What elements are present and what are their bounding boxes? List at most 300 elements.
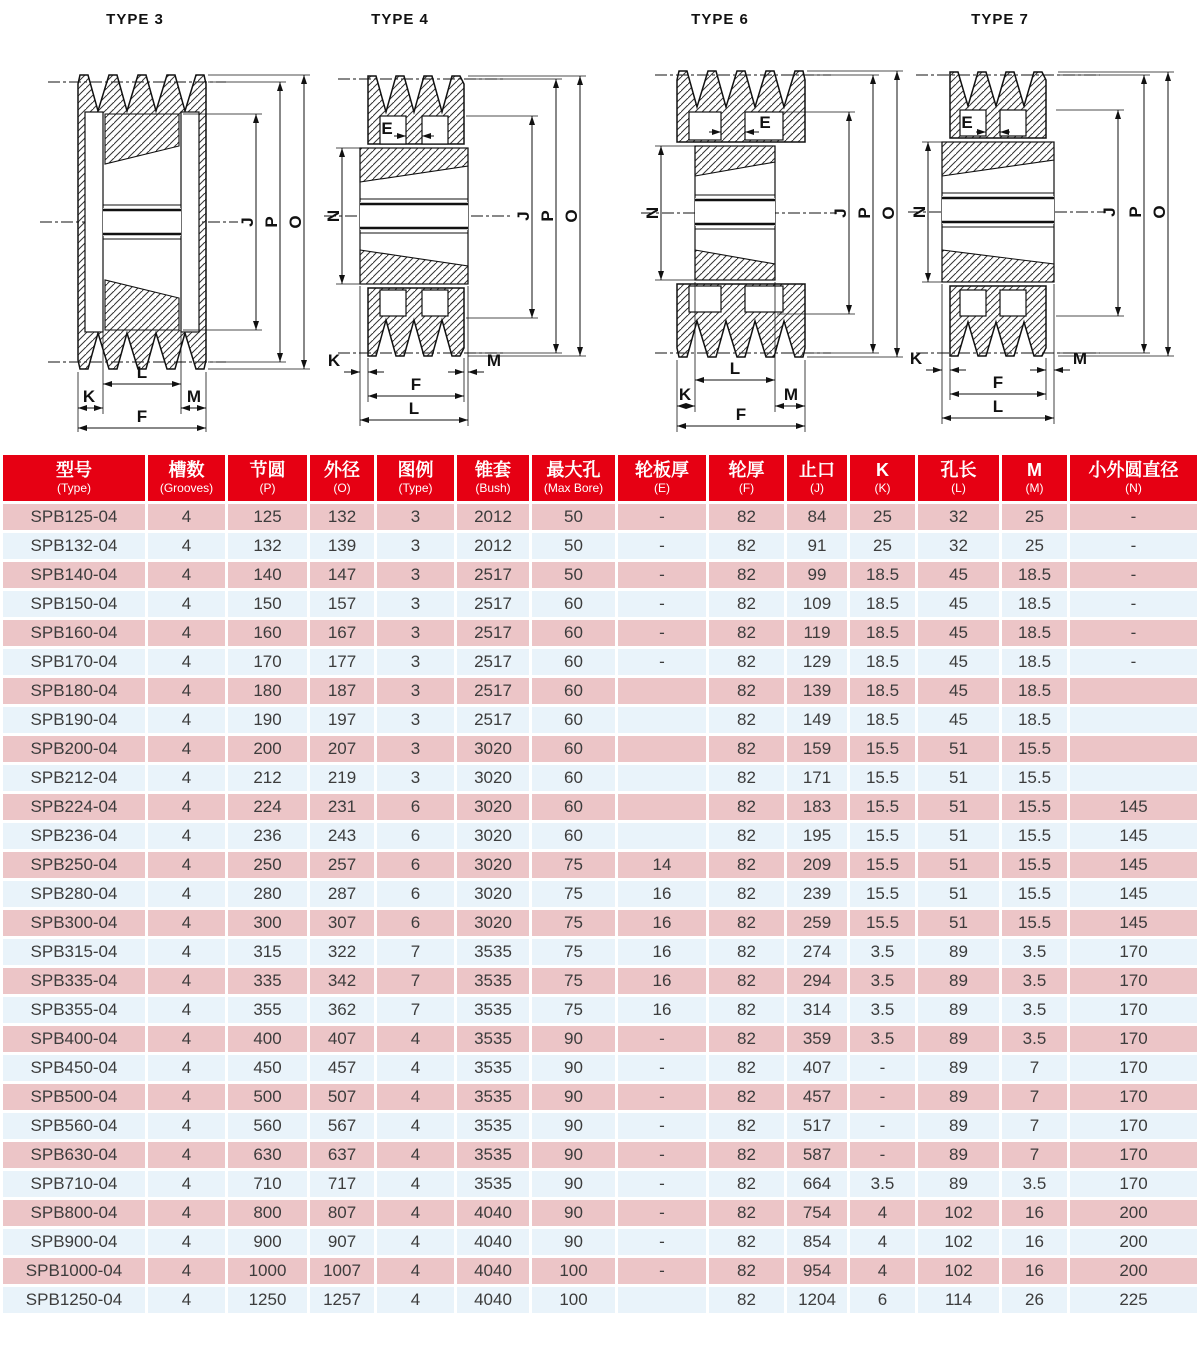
cell-figure: 4 (377, 1287, 454, 1313)
cell-pitch: 1000 (228, 1258, 307, 1284)
cell-maxbore: 50 (532, 504, 615, 530)
cell-grooves: 4 (148, 1258, 225, 1284)
cell-grooves: 4 (148, 1200, 225, 1226)
column-header-label-zh: 型号 (56, 460, 92, 480)
cell-figure: 7 (377, 968, 454, 994)
cell-bush: 3020 (457, 736, 529, 762)
column-header-label-en: (Bush) (475, 481, 511, 495)
cell-e: 16 (618, 997, 706, 1023)
column-header-l (918, 455, 999, 501)
table-row (3, 852, 1197, 878)
table-row (3, 1113, 1197, 1139)
table-row (3, 1026, 1197, 1052)
cell-e: - (618, 533, 706, 559)
cell-f: 82 (709, 852, 784, 878)
cell-pitch: 400 (228, 1026, 307, 1052)
diagram-title-type7: TYPE 7 (971, 11, 1029, 28)
cell-grooves: 4 (148, 1287, 225, 1313)
cell-n: 170 (1070, 1171, 1197, 1197)
rim-window (422, 116, 448, 144)
cell-n: 170 (1070, 968, 1197, 994)
cell-k: 18.5 (850, 649, 915, 675)
cell-f: 82 (709, 1171, 784, 1197)
cell-figure: 4 (377, 1142, 454, 1168)
cell-j: 854 (787, 1229, 847, 1255)
cell-figure: 6 (377, 910, 454, 936)
dim-label-m: M (783, 385, 799, 404)
cell-l: 45 (918, 678, 999, 704)
cell-grooves: 4 (148, 1171, 225, 1197)
cell-m: 15.5 (1002, 852, 1067, 878)
table-row (3, 620, 1197, 646)
cell-f: 82 (709, 968, 784, 994)
cell-e: 16 (618, 910, 706, 936)
cell-m: 16 (1002, 1229, 1067, 1255)
cell-l: 51 (918, 794, 999, 820)
bore (695, 195, 775, 229)
cell-m: 18.5 (1002, 562, 1067, 588)
cell-j: 407 (787, 1055, 847, 1081)
cell-bush: 3020 (457, 765, 529, 791)
cell-m: 18.5 (1002, 649, 1067, 675)
column-header-label-zh: 止口 (799, 460, 835, 480)
cell-pitch: 150 (228, 591, 307, 617)
dim-label-o: O (879, 206, 898, 220)
cell-e: - (618, 1258, 706, 1284)
dim-label-j: J (238, 217, 257, 227)
cell-j: 91 (787, 533, 847, 559)
cell-type: SPB170-04 (3, 649, 145, 675)
bore (360, 199, 468, 233)
dim-label-p: P (262, 216, 281, 228)
cell-pitch: 132 (228, 533, 307, 559)
cell-k: 15.5 (850, 823, 915, 849)
column-header-f (709, 455, 784, 501)
cell-n: - (1070, 620, 1197, 646)
table-row (3, 1287, 1197, 1313)
cell-grooves: 4 (148, 1142, 225, 1168)
cell-maxbore: 60 (532, 678, 615, 704)
cell-od: 207 (310, 736, 374, 762)
cell-od: 157 (310, 591, 374, 617)
cell-n: 145 (1070, 910, 1197, 936)
cell-od: 567 (310, 1113, 374, 1139)
cell-maxbore: 90 (532, 1026, 615, 1052)
cell-n: 170 (1070, 1142, 1197, 1168)
cell-m: 15.5 (1002, 794, 1067, 820)
column-header-n (1070, 455, 1197, 501)
dim-label-n: N (910, 205, 929, 219)
cell-type: SPB236-04 (3, 823, 145, 849)
column-header-m (1002, 455, 1067, 501)
cell-l: 45 (918, 620, 999, 646)
table-row (3, 1200, 1197, 1226)
dim-label-e: E (381, 119, 393, 138)
cell-j: 457 (787, 1084, 847, 1110)
table-row (3, 562, 1197, 588)
column-header-label-en: (L) (951, 481, 966, 495)
cell-k: 3.5 (850, 939, 915, 965)
bore (942, 193, 1054, 227)
column-header-label-en: (F) (738, 481, 755, 495)
cell-pitch: 250 (228, 852, 307, 878)
cell-k: 15.5 (850, 910, 915, 936)
cell-f: 82 (709, 1200, 784, 1226)
cell-e (618, 765, 706, 791)
cell-m: 16 (1002, 1200, 1067, 1226)
cell-l: 32 (918, 533, 999, 559)
cell-k: 15.5 (850, 794, 915, 820)
cell-k: 18.5 (850, 562, 915, 588)
cell-bush: 3535 (457, 997, 529, 1023)
cell-e (618, 736, 706, 762)
column-header-label-zh: 最大孔 (546, 460, 601, 480)
cell-maxbore: 60 (532, 736, 615, 762)
cell-figure: 4 (377, 1055, 454, 1081)
cell-pitch: 170 (228, 649, 307, 675)
cell-type: SPB400-04 (3, 1026, 145, 1052)
cell-f: 82 (709, 533, 784, 559)
cell-l: 89 (918, 1113, 999, 1139)
table-row (3, 910, 1197, 936)
dim-label-o: O (562, 209, 581, 223)
cell-bush: 2517 (457, 562, 529, 588)
cell-k: 18.5 (850, 591, 915, 617)
cell-od: 167 (310, 620, 374, 646)
cell-pitch: 560 (228, 1113, 307, 1139)
diagram-type-4 (324, 76, 586, 426)
cell-f: 82 (709, 823, 784, 849)
dim-label-m: M (1072, 349, 1088, 368)
cell-maxbore: 60 (532, 591, 615, 617)
column-header-e (618, 455, 706, 501)
column-header-label-zh: 轮厚 (728, 460, 765, 480)
cell-e (618, 678, 706, 704)
cell-k: - (850, 1055, 915, 1081)
cell-e: - (618, 1113, 706, 1139)
cell-figure: 4 (377, 1229, 454, 1255)
table-row (3, 823, 1197, 849)
diagram-title-type4: TYPE 4 (371, 11, 429, 28)
cell-pitch: 236 (228, 823, 307, 849)
cell-figure: 6 (377, 881, 454, 907)
cell-bush: 4040 (457, 1287, 529, 1313)
dim-label-k: K (327, 351, 341, 370)
diagram-title-type6: TYPE 6 (691, 11, 749, 28)
cell-j: 359 (787, 1026, 847, 1052)
cell-maxbore: 75 (532, 881, 615, 907)
cell-pitch: 212 (228, 765, 307, 791)
cell-n: 170 (1070, 1055, 1197, 1081)
rim-window (689, 286, 721, 312)
cell-bush: 3535 (457, 1084, 529, 1110)
flange-plate-right (181, 112, 199, 332)
cell-maxbore: 60 (532, 765, 615, 791)
cell-j: 159 (787, 736, 847, 762)
cell-m: 7 (1002, 1142, 1067, 1168)
cell-grooves: 4 (148, 736, 225, 762)
cell-f: 82 (709, 678, 784, 704)
cell-od: 307 (310, 910, 374, 936)
cell-maxbore: 75 (532, 910, 615, 936)
column-header-pitch (228, 455, 307, 501)
cell-m: 25 (1002, 504, 1067, 530)
cell-grooves: 4 (148, 968, 225, 994)
cell-n: - (1070, 504, 1197, 530)
column-header-j (787, 455, 847, 501)
cell-e (618, 794, 706, 820)
column-header-type (3, 455, 145, 501)
cell-f: 82 (709, 707, 784, 733)
cell-grooves: 4 (148, 678, 225, 704)
cell-figure: 3 (377, 765, 454, 791)
cell-k: 25 (850, 504, 915, 530)
table-row (3, 1258, 1197, 1284)
cell-bush: 2517 (457, 707, 529, 733)
cell-figure: 4 (377, 1084, 454, 1110)
cell-f: 82 (709, 1084, 784, 1110)
cell-maxbore: 90 (532, 1113, 615, 1139)
cell-figure: 3 (377, 736, 454, 762)
cell-j: 274 (787, 939, 847, 965)
column-header-label-zh: K (876, 460, 889, 480)
cell-j: 195 (787, 823, 847, 849)
cell-e: 16 (618, 968, 706, 994)
cell-od: 219 (310, 765, 374, 791)
cell-j: 109 (787, 591, 847, 617)
cell-m: 15.5 (1002, 910, 1067, 936)
cell-type: SPB300-04 (3, 910, 145, 936)
cell-type: SPB160-04 (3, 620, 145, 646)
cell-f: 82 (709, 1287, 784, 1313)
column-header-label-zh: 槽数 (168, 460, 205, 480)
column-header-label-en: (K) (874, 481, 891, 495)
cell-l: 51 (918, 910, 999, 936)
column-header-label-en: (J) (810, 481, 824, 495)
cell-k: - (850, 1142, 915, 1168)
cell-bush: 3020 (457, 823, 529, 849)
cell-j: 294 (787, 968, 847, 994)
cell-e: - (618, 1055, 706, 1081)
cell-l: 45 (918, 562, 999, 588)
cell-type: SPB500-04 (3, 1084, 145, 1110)
cell-figure: 7 (377, 997, 454, 1023)
cell-l: 102 (918, 1200, 999, 1226)
cell-f: 82 (709, 1026, 784, 1052)
cell-n (1070, 736, 1197, 762)
cell-maxbore: 60 (532, 707, 615, 733)
cell-n: 170 (1070, 1084, 1197, 1110)
table-row (3, 736, 1197, 762)
cell-f: 82 (709, 620, 784, 646)
dim-label-j: J (831, 208, 850, 218)
dim-label-f: F (136, 407, 148, 426)
cell-m: 7 (1002, 1055, 1067, 1081)
cell-k: - (850, 1113, 915, 1139)
dim-label-m: M (186, 387, 202, 406)
cell-f: 82 (709, 794, 784, 820)
cell-e: - (618, 1200, 706, 1226)
cell-f: 82 (709, 736, 784, 762)
cell-type: SPB560-04 (3, 1113, 145, 1139)
cell-k: 18.5 (850, 678, 915, 704)
cell-k: 6 (850, 1287, 915, 1313)
column-header-label-en: (Type) (56, 481, 91, 495)
cell-bush: 2517 (457, 591, 529, 617)
column-header-label-en: (Max Bore) (543, 481, 604, 495)
cell-type: SPB710-04 (3, 1171, 145, 1197)
diagram-title-type3: TYPE 3 (106, 11, 164, 28)
cell-e (618, 1287, 706, 1313)
cell-figure: 6 (377, 794, 454, 820)
cell-bush: 2517 (457, 678, 529, 704)
column-header-grooves (148, 455, 225, 501)
cell-j: 139 (787, 678, 847, 704)
cell-n: - (1070, 591, 1197, 617)
cell-type: SPB900-04 (3, 1229, 145, 1255)
column-header-label-zh: 孔长 (940, 460, 977, 480)
cell-j: 664 (787, 1171, 847, 1197)
cell-m: 16 (1002, 1258, 1067, 1284)
diagram-section (0, 0, 1200, 452)
cell-grooves: 4 (148, 562, 225, 588)
column-header-k (850, 455, 915, 501)
cell-pitch: 224 (228, 794, 307, 820)
cell-maxbore: 60 (532, 794, 615, 820)
cell-l: 102 (918, 1258, 999, 1284)
table-row (3, 707, 1197, 733)
cell-bush: 3535 (457, 1055, 529, 1081)
table-row (3, 765, 1197, 791)
cell-n (1070, 765, 1197, 791)
cell-od: 807 (310, 1200, 374, 1226)
cell-maxbore: 75 (532, 852, 615, 878)
cell-grooves: 4 (148, 794, 225, 820)
cell-grooves: 4 (148, 997, 225, 1023)
cell-maxbore: 60 (532, 649, 615, 675)
cell-l: 89 (918, 968, 999, 994)
diagram-type-3 (40, 75, 310, 432)
column-header-label-zh: 外径 (324, 460, 360, 480)
dim-label-l: L (408, 399, 420, 418)
rim-window (689, 112, 721, 140)
cell-m: 7 (1002, 1084, 1067, 1110)
dim-label-l: L (729, 359, 741, 378)
cell-type: SPB200-04 (3, 736, 145, 762)
cell-m: 3.5 (1002, 997, 1067, 1023)
cell-figure: 4 (377, 1026, 454, 1052)
cell-l: 89 (918, 1171, 999, 1197)
cell-od: 637 (310, 1142, 374, 1168)
cell-grooves: 4 (148, 1113, 225, 1139)
cell-m: 18.5 (1002, 678, 1067, 704)
dim-label-k: K (82, 387, 96, 406)
dim-label-f: F (410, 375, 422, 394)
dim-label-f: F (992, 373, 1004, 392)
column-header-label-zh: 图例 (397, 460, 434, 480)
cell-figure: 6 (377, 823, 454, 849)
cell-k: 4 (850, 1200, 915, 1226)
cell-m: 3.5 (1002, 1026, 1067, 1052)
cell-e: - (618, 649, 706, 675)
cell-m: 25 (1002, 533, 1067, 559)
cell-od: 139 (310, 533, 374, 559)
column-header-label-zh: 节圆 (249, 460, 286, 480)
cell-bush: 2517 (457, 620, 529, 646)
cell-f: 82 (709, 765, 784, 791)
cell-k: 15.5 (850, 765, 915, 791)
cell-k: 3.5 (850, 997, 915, 1023)
cell-figure: 4 (377, 1200, 454, 1226)
cell-grooves: 4 (148, 1084, 225, 1110)
cell-j: 314 (787, 997, 847, 1023)
cell-grooves: 4 (148, 1026, 225, 1052)
cell-j: 84 (787, 504, 847, 530)
cell-od: 1007 (310, 1258, 374, 1284)
cell-k: 25 (850, 533, 915, 559)
table-row (3, 997, 1197, 1023)
cell-l: 89 (918, 997, 999, 1023)
cell-figure: 3 (377, 678, 454, 704)
cell-j: 183 (787, 794, 847, 820)
cell-e: 14 (618, 852, 706, 878)
column-header-maxbore (532, 455, 615, 501)
cell-bush: 3020 (457, 794, 529, 820)
column-header-label-zh: M (1027, 460, 1042, 480)
cell-k: 3.5 (850, 968, 915, 994)
cell-od: 507 (310, 1084, 374, 1110)
cell-j: 259 (787, 910, 847, 936)
cell-pitch: 280 (228, 881, 307, 907)
cell-od: 243 (310, 823, 374, 849)
cell-k: 18.5 (850, 707, 915, 733)
cell-j: 129 (787, 649, 847, 675)
cell-f: 82 (709, 591, 784, 617)
dim-label-o: O (1150, 205, 1169, 219)
cell-pitch: 630 (228, 1142, 307, 1168)
cell-type: SPB212-04 (3, 765, 145, 791)
cell-f: 82 (709, 504, 784, 530)
cell-bush: 3535 (457, 968, 529, 994)
cell-od: 287 (310, 881, 374, 907)
spec-table (0, 452, 1200, 1316)
cell-n: - (1070, 649, 1197, 675)
cell-l: 45 (918, 591, 999, 617)
cell-figure: 7 (377, 939, 454, 965)
cell-k: 15.5 (850, 736, 915, 762)
cell-n: - (1070, 562, 1197, 588)
column-header-label-zh: 锥套 (475, 460, 511, 480)
cell-maxbore: 75 (532, 997, 615, 1023)
cell-figure: 4 (377, 1258, 454, 1284)
cell-pitch: 710 (228, 1171, 307, 1197)
cell-od: 1257 (310, 1287, 374, 1313)
table-row (3, 678, 1197, 704)
cell-type: SPB150-04 (3, 591, 145, 617)
flange-plate-left (85, 112, 103, 332)
cell-od: 147 (310, 562, 374, 588)
dim-label-n: N (643, 206, 662, 220)
table-row (3, 1229, 1197, 1255)
cell-maxbore: 50 (532, 562, 615, 588)
cell-m: 15.5 (1002, 823, 1067, 849)
cell-bush: 2012 (457, 533, 529, 559)
cell-f: 82 (709, 997, 784, 1023)
table-row (3, 533, 1197, 559)
cell-f: 82 (709, 1229, 784, 1255)
cell-e: - (618, 562, 706, 588)
cell-n (1070, 707, 1197, 733)
